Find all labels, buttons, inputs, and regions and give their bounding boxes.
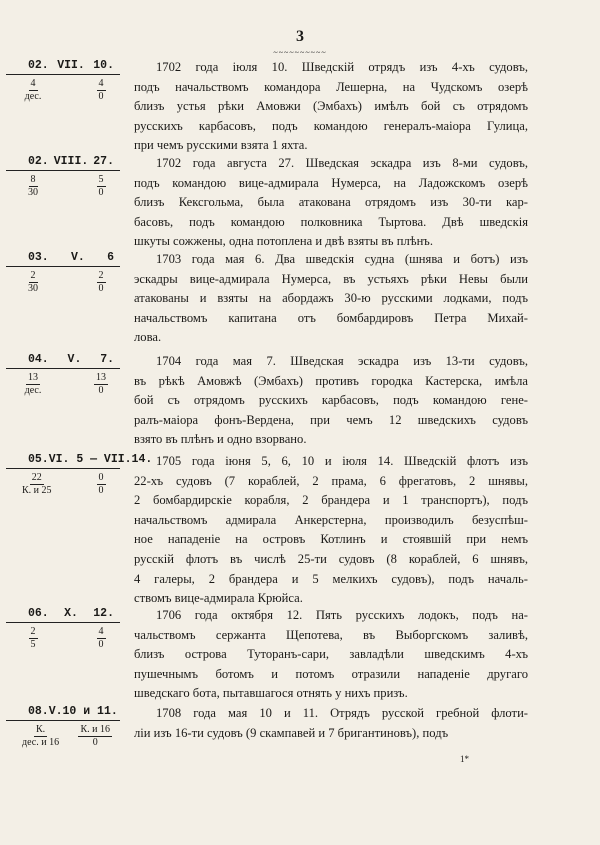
entry-text: [134, 58, 528, 156]
date-code-part: 14.: [131, 453, 153, 466]
count-numerator: 4: [30, 78, 36, 89]
count-numerator: 0: [98, 472, 104, 483]
count-numerator: 2: [30, 626, 36, 637]
date-code-part: 10.: [93, 59, 114, 72]
margin-rule: [6, 74, 120, 75]
margin-rule: [6, 170, 120, 171]
text-line: взято въ плѣнъ и одно взорвано.: [134, 432, 307, 447]
count-denominator: 0: [98, 385, 104, 396]
text-line: подъ начальствомъ командора Лешерна, на Чудскомъ озерѣ: [134, 79, 528, 94]
count-numerator: 2: [98, 270, 104, 281]
text-line: при чемъ русскими взята 1 яхта.: [134, 138, 308, 153]
margin-summary: [6, 606, 120, 651]
text-line: шкуты сожжены, одна потоплена и двѣ взяты въ плѣнъ.: [134, 234, 433, 249]
margin-summary: [6, 58, 120, 103]
date-code-part: V.: [67, 353, 82, 366]
count-denominator: 0: [92, 737, 98, 748]
margin-summary: [6, 452, 153, 497]
date-code-part: X.: [64, 607, 78, 620]
count-denominator: 0: [98, 639, 104, 650]
date-code: [6, 452, 153, 467]
russian-count: [78, 724, 112, 749]
force-counts: [6, 78, 120, 103]
count-denominator: дес.: [24, 91, 42, 102]
entry-text: [134, 154, 528, 252]
russian-count: [90, 270, 112, 295]
text-line: начальствомъ адмирала Анкерстерна, производилъ безуспѣш-: [134, 512, 528, 527]
margin-rule: [6, 266, 120, 267]
text-line: 1702 года iюля 10. Шведскiй отрядъ изъ 4-хъ судовъ,: [156, 60, 528, 74]
date-code-part: 7.: [100, 353, 114, 366]
date-code: [6, 704, 120, 719]
count-numerator: К. и 16: [80, 724, 110, 735]
text-line: 1706 года октября 12. Пять русскихъ лодокъ, подъ на-: [156, 608, 528, 622]
count-denominator: 0: [98, 283, 104, 294]
margin-rule: [6, 368, 120, 369]
text-line: пушечнымъ ботомъ и потомъ отразили нападенiе другаго: [134, 666, 528, 681]
force-counts: [6, 472, 120, 497]
force-counts: [6, 724, 120, 749]
margin-summary: [6, 250, 120, 295]
date-code-part: 10 и 11.: [62, 705, 118, 718]
text-line: близъ Кексгольма, была атакована отрядомъ изъ 30-ти кар-: [134, 195, 528, 210]
count-denominator: дес.: [24, 385, 42, 396]
count-numerator: 13: [28, 372, 38, 383]
swedish-count: [22, 724, 59, 749]
margin-summary: [6, 704, 120, 749]
count-denominator: 0: [98, 187, 104, 198]
text-line: лова.: [134, 330, 162, 345]
date-code-part: 02.: [28, 59, 49, 72]
text-line: подъ командою вице-адмирала Нумерса, на Ладожскомъ озерѣ: [134, 175, 528, 190]
count-numerator: 2: [30, 270, 36, 281]
date-code-part: 03.: [28, 251, 49, 264]
margin-rule: [6, 622, 120, 623]
date-code: [6, 58, 120, 73]
text-line: 22-хъ судовъ (7 кораблей, 2 прама, 6 фрегатовъ, 2 шнявы,: [134, 473, 528, 488]
date-code-part: 08.: [28, 705, 49, 718]
count-denominator: 30: [28, 283, 38, 294]
ornament-rule: ~~~~~~~~~~: [273, 48, 327, 57]
margin-rule: [6, 720, 120, 721]
text-line: близъ острова Туторанъ-сари, завладѣли шведскимъ 4-хъ: [134, 647, 528, 662]
russian-count: [90, 626, 112, 651]
count-numerator: 5: [98, 174, 104, 185]
count-denominator: 30: [28, 187, 38, 198]
entry-text: [134, 250, 528, 348]
margin-summary: [6, 352, 120, 397]
text-line: въ рѣкѣ Амовжѣ (Эмбахъ) противъ городка Кастерска, имѣла: [134, 373, 528, 388]
text-line: русскiй флотъ въ числѣ 25-ти судовъ (8 кораблей, 6 шнявъ,: [134, 551, 528, 566]
date-code-part: 05.: [28, 453, 49, 466]
date-code-part: VI. 5 — VII.: [48, 453, 132, 466]
date-code-part: 6: [107, 251, 114, 264]
text-line: ствомъ вице-адмирала Крюйса.: [134, 591, 303, 606]
text-line: 1705 года iюня 5, 6, 10 и iюля 14. Шведскiй флотъ изъ: [156, 454, 528, 468]
text-line: атакованы и взяты на абордажъ 30-ю русскими лодками, подъ: [134, 291, 528, 306]
text-line: чальствомъ сержанта Щепотева, въ Выборгскомъ заливѣ,: [134, 627, 528, 642]
text-line: 1703 года мая 6. Два шведскiя судна (шнява и ботъ) изъ: [156, 252, 528, 266]
date-code-part: 02.: [28, 155, 49, 168]
count-numerator: 4: [98, 626, 104, 637]
date-code: [6, 154, 120, 169]
text-line: эскадры вице-адмирала Нумерса, въ устьяхъ рѣки Невы были: [134, 271, 528, 286]
text-line: близъ устья рѣки Амовжи (Эмбахъ) имѣлъ бой съ отрядомъ: [134, 99, 528, 114]
text-line: ное нападенiе на островъ Котлинъ и стоявшiй при немъ: [134, 532, 528, 547]
date-code-part: 27.: [93, 155, 114, 168]
text-line: русскихъ карбасовъ, подъ командою генералъ-маiора Гулица,: [134, 118, 528, 133]
text-line: 4 галеры, 2 брандера и 5 мелкихъ судовъ), подъ началь-: [134, 571, 528, 586]
date-code-part: 06.: [28, 607, 49, 620]
date-code-part: V.: [48, 705, 63, 718]
force-counts: [6, 174, 120, 199]
date-code-part: V.: [71, 251, 85, 264]
swedish-count: [22, 626, 44, 651]
date-code: [6, 250, 120, 265]
date-code-part: 12.: [93, 607, 114, 620]
text-line: басовъ, подъ командою полковника Тыртова. Двѣ шведскiя: [134, 214, 528, 229]
text-line: 1708 года мая 10 и 11. Отрядъ русской гребной флоти-: [156, 706, 528, 720]
swedish-count: [22, 472, 52, 497]
russian-count: [90, 78, 112, 103]
swedish-count: [22, 78, 44, 103]
text-line: шведскаго бота, пытавшагося отнять у нихъ призъ.: [134, 686, 408, 701]
signature-mark: 1*: [460, 754, 469, 764]
entry-text: [134, 606, 528, 704]
russian-count: [90, 372, 112, 397]
date-code: [6, 606, 120, 621]
count-denominator: дес. и 16: [22, 737, 60, 748]
text-line: 2 бомбардирскiе корабля, 2 брандера и 1 транспортъ), подъ: [134, 493, 528, 508]
date-code-part: 04.: [28, 353, 49, 366]
count-numerator: 8: [30, 174, 36, 185]
margin-rule: [6, 468, 120, 469]
date-code: [6, 352, 120, 367]
page-number: 3: [296, 28, 304, 45]
text-line: ралъ-маiора фонъ-Вердена, при чемъ 12 шведскихъ судовъ: [134, 412, 528, 427]
count-numerator: К.: [35, 724, 46, 735]
force-counts: [6, 270, 120, 295]
entry-text: [134, 704, 528, 743]
count-numerator: 22: [31, 472, 42, 483]
swedish-count: [22, 174, 44, 199]
text-line: 1702 года августа 27. Шведская эскадра изъ 8-ми судовъ,: [156, 156, 528, 170]
text-line: начальствомъ капитана отъ бомбардировъ Петра Михай-: [134, 310, 528, 325]
swedish-count: [22, 372, 44, 397]
count-denominator: 0: [98, 485, 104, 496]
text-line: бой съ отрядомъ русскихъ карбасовъ, подъ командою гене-: [134, 393, 528, 408]
entry-text: [131, 452, 528, 609]
count-denominator: 5: [30, 639, 36, 650]
count-denominator: 0: [98, 91, 104, 102]
date-code-part: VIII.: [53, 155, 89, 168]
russian-count: [90, 174, 112, 199]
text-line: 1704 года мая 7. Шведская эскадра изъ 13-ти судовъ,: [156, 354, 528, 368]
count-numerator: 4: [98, 78, 104, 89]
count-numerator: 13: [96, 372, 106, 383]
force-counts: [6, 626, 120, 651]
swedish-count: [22, 270, 44, 295]
margin-summary: [6, 154, 120, 199]
force-counts: [6, 372, 120, 397]
russian-count: [90, 472, 112, 497]
entry-text: [134, 352, 528, 450]
text-line: лiи изъ 16-ти судовъ (9 скампавей и 7 бригантиновъ), подъ: [134, 725, 449, 740]
date-code-part: VII.: [57, 59, 85, 72]
count-denominator: К. и 25: [22, 485, 52, 496]
